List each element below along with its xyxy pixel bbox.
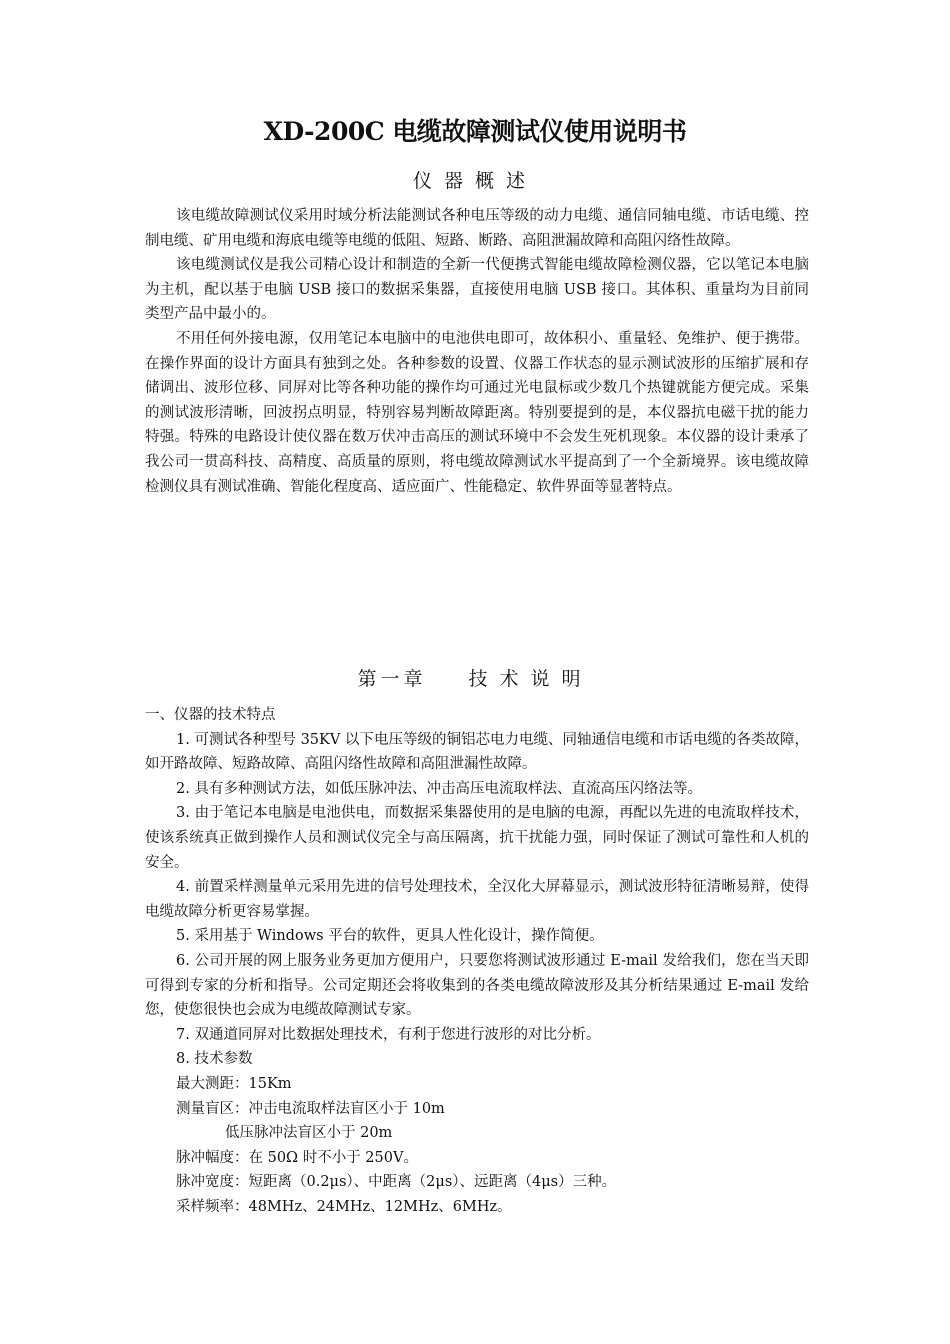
chapter-number: 第一章 bbox=[357, 668, 427, 690]
param-max-range: 最大测距：15Km bbox=[176, 1075, 292, 1092]
feature-item: 8. 技术参数 bbox=[176, 1051, 253, 1068]
document-title: XD-200C 电缆故障测试仪使用说明书 bbox=[263, 117, 687, 146]
overview-paragraph: 不用任何外接电源，仅用笔记本电脑中的电池供电即可，故体积小、重量轻、免维护、便于携带。在操作界面的设计方面具有独到之处。各种参数的设置、仪器工作状态的显示测试波形的压缩扩展和存储调出、波形位移、同屏对比等各种功能的操作均可通过光电鼠标或少数几个热键就能方便完成。采集的测试波形清晰，回波拐点明显，特别容易判断故障距离。特别要提到的是，本仪器抗电磁干扰的能力特强。特殊的电路设计使仪器在数万伏冲击高压的测试环境中不会发生死机现象。本仪器的设计秉承了我公司一贯高科技、高精度、高质量的原则，将电缆故障测试水平提高到了一个全新境界。该电缆故障检测仪具有测试准确、智能化程度高、适应面广、性能稳定、软件界面等显著特点。 bbox=[145, 330, 809, 495]
param-blind-zone-low-voltage: 低压脉冲法盲区小于 20m bbox=[225, 1125, 393, 1142]
features-section bbox=[145, 703, 809, 1219]
overview-heading: 仪器概述 bbox=[412, 170, 537, 192]
chapter-heading bbox=[0, 664, 950, 691]
overview-paragraph: 该电缆故障测试仪采用时域分析法能测试各种电压等级的动力电缆、通信同轴电缆、市话电缆、控制电缆、矿用电缆和海底电缆等电缆的低阻、短路、断路、高阻泄漏故障和高阻闪络性故障。 bbox=[145, 208, 809, 249]
feature-item: 1. 可测试各种型号 35KV 以下电压等级的铜铝芯电力电缆、同轴通信电缆和市话电缆的各类故障，如开路故障、短路故障、高阻闪络性故障和高阻泄漏性故障。 bbox=[145, 731, 809, 773]
feature-item: 4. 前置采样测量单元采用先进的信号处理技术，全汉化大屏幕显示，测试波形特征清晰易辩，使得电缆故障分析更容易掌握。 bbox=[145, 879, 809, 920]
param-pulse-amplitude: 脉冲幅度：在 50Ω 时不小于 250V。 bbox=[176, 1149, 418, 1166]
feature-item: 5. 采用基于 Windows 平台的软件，更具人性化设计，操作简便。 bbox=[176, 928, 604, 945]
param-pulse-width: 脉冲宽度：短距离（0.2μs）、中距离（2μs）、远距离（4μs）三种。 bbox=[176, 1174, 617, 1191]
overview-section bbox=[145, 204, 809, 499]
section-heading: 一、仪器的技术特点 bbox=[145, 707, 276, 723]
param-blind-zone: 测量盲区：冲击电流取样法盲区小于 10m bbox=[176, 1100, 445, 1117]
feature-item: 3. 由于笔记本电脑是电池供电，而数据采集器使用的是电脑的电源，再配以先进的电流取样技术，使该系统真正做到操作人员和测试仪完全与高压隔离，抗干扰能力强，同时保证了测试可靠性和人机的安全。 bbox=[145, 805, 809, 871]
feature-item: 6. 公司开展的网上服务业务更加方便用户，只要您将测试波形通过 E-mail 发给我们，您在当天即可得到专家的分析和指导。公司定期还会将收集到的各类电缆故障波形及其分析结果通过 E-mail 发给您，使您很快也会成为电缆故障测试专家。 bbox=[145, 952, 809, 1019]
feature-item: 2. 具有多种测试方法，如低压脉冲法、冲击高压电流取样法、直流高压闪络法等。 bbox=[176, 780, 702, 797]
overview-paragraph: 该电缆测试仪是我公司精心设计和制造的全新一代便携式智能电缆故障检测仪器，它以笔记本电脑为主机，配以基于电脑 USB 接口的数据采集器，直接使用电脑 USB 接口。其体积、重量均为目前同类型产品中最小的。 bbox=[145, 257, 809, 323]
chapter-name: 技术说明 bbox=[468, 668, 593, 690]
feature-item: 7. 双通道同屏对比数据处理技术，有利于您进行波形的对比分析。 bbox=[176, 1026, 601, 1043]
param-sampling-rate: 采样频率：48MHz、24MHz、12MHz、6MHz。 bbox=[176, 1198, 512, 1215]
